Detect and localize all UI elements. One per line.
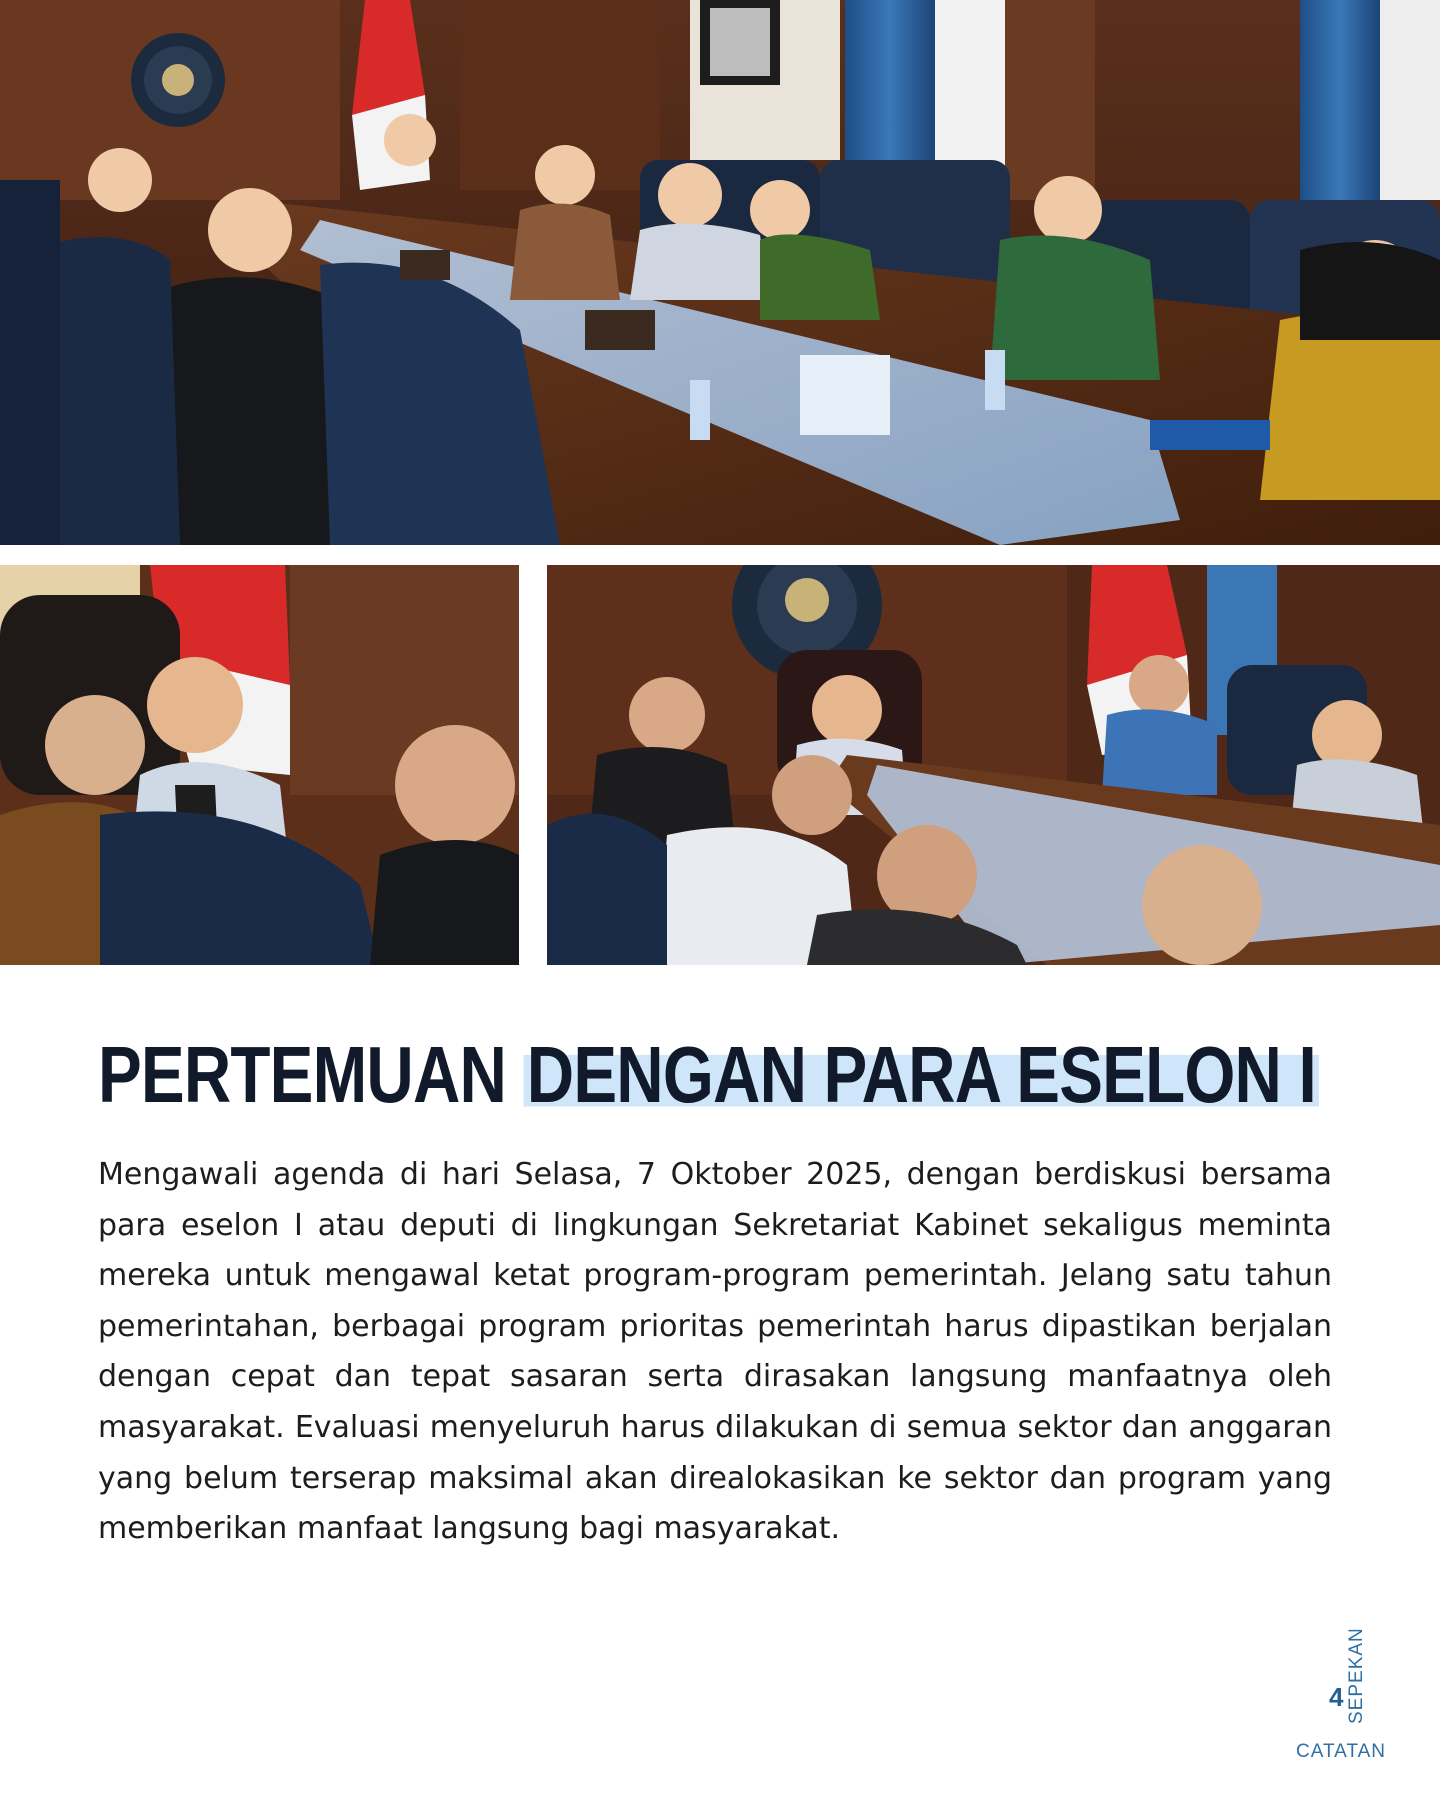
meeting-photo-bottom-left (0, 565, 519, 965)
page-title-part1: PERTEMUAN (98, 1030, 507, 1119)
page-title-highlighted: DENGAN PARA ESELON I (524, 1030, 1320, 1119)
meeting-photo-bottom-right (547, 565, 1440, 965)
meeting-photo-bottom-right-illustration (547, 565, 1440, 965)
meeting-photo-top (0, 0, 1440, 545)
meeting-photo-bottom-left-illustration (0, 565, 519, 965)
page-number: 4 (1329, 1682, 1344, 1712)
publication-name-line1: CATATAN (1296, 1741, 1387, 1762)
publication-name-line2: SEPEKAN (1346, 1627, 1367, 1724)
article-body: Mengawali agenda di hari Selasa, 7 Oktober 2025, dengan berdiskusi bersama para eselon I atau deputi di lingkungan Sekretariat Kabinet sekaligus meminta mereka untuk mengawal ketat program-program pemerintah. Jelang satu tahun pemerintahan, berbagai program prioritas pemerintah harus dipastikan berjalan dengan cepat dan tepat sasaran serta dirasakan langsung manfaatnya oleh masyarakat. Evaluasi menyeluruh harus dilakukan di semua sektor dan anggaran yang belum terserap maksimal akan direalokasikan ke sektor dan program yang memberikan manfaat langsung bagi masyarakat. (98, 1157, 1332, 1547)
page-title (98, 1025, 1319, 1125)
meeting-photo-top-illustration (0, 0, 1440, 545)
